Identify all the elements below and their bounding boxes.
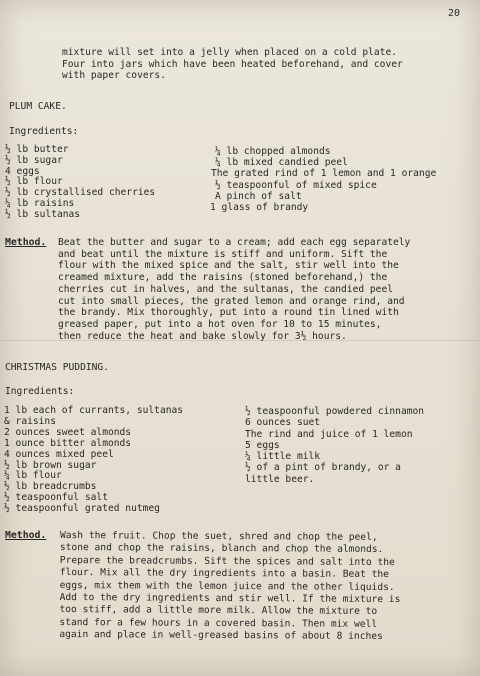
- christmas-pudding-title: CHRISTMAS PUDDING.: [5, 362, 109, 373]
- method-line: again and place in well-greased basins of about 8 inches: [59, 629, 383, 643]
- paper-fold-line: [0, 340, 480, 341]
- ingredient: ¼ lb raisins: [5, 197, 75, 209]
- method-line: creamed mixture, add the raisins (stoned beforehand,) the: [58, 272, 388, 284]
- christmas-pudding-ingredients-right: [245, 406, 424, 485]
- intro-text: [62, 47, 403, 82]
- plum-cake-ingredients-left: [5, 145, 155, 221]
- method-line: Add to the dry ingredients and stir well. If the mixture is: [59, 592, 401, 606]
- method-line: greased paper, put into a hot oven for 10 to 15 minutes,: [58, 318, 382, 330]
- method-line: flour with the mixed spice and the salt, stir well into the: [58, 260, 399, 272]
- ingredient: ½ lb breadcrumbs: [4, 481, 97, 493]
- method-line: cut into small pieces, the grated lemon and orange rind, and: [58, 295, 405, 307]
- ingredient: ¼ little milk: [245, 451, 321, 463]
- ingredient: ½ lb brown sugar: [4, 459, 97, 471]
- method-line: then reduce the heat and bake slowly for 3½ hours.: [58, 330, 347, 342]
- plum-cake-ingredients-right: [210, 146, 437, 214]
- method-line: and beat until the mixture is stiff and uniform. Sift the: [58, 248, 388, 260]
- ingredient: 2 ounces sweet almonds: [4, 426, 132, 438]
- intro-line: mixture will set into a jelly when placed on a cold plate.: [62, 47, 398, 58]
- method-line: flour. Mix all the dry ingredients into a basin. Beat the: [59, 567, 390, 581]
- ingredient: ½ lb butter: [5, 144, 69, 155]
- page-number: 20: [447, 8, 460, 19]
- method-line: cherries cut in halves, and the sultanas, the candied peel: [58, 283, 394, 295]
- plum-cake-ingredients-label: Ingredients:: [9, 126, 79, 137]
- ingredient: 1 lb each of currants, sultanas: [4, 405, 184, 416]
- ingredient: A pinch of salt: [215, 190, 302, 202]
- christmas-pudding-ingredients-left: [4, 406, 183, 515]
- ingredient: ½ lb crystallised cherries: [5, 187, 156, 199]
- ingredient: 4 eggs: [5, 165, 40, 177]
- ingredient: 4 ounces mixed peel: [4, 448, 114, 460]
- ingredient: ½ lb sultanas: [5, 208, 81, 220]
- method-line: stand for a few hours in a covered basin. Then mix well: [59, 616, 378, 630]
- christmas-pudding-method-text: [59, 530, 400, 644]
- ingredient: ¼ lb flour: [4, 470, 62, 482]
- ingredient: ¼ lb chopped almonds: [215, 146, 331, 157]
- plum-cake-title: PLUM CAKE.: [9, 101, 67, 112]
- method-line: Beat the butter and sugar to a cream; add each egg separately: [58, 237, 411, 248]
- christmas-pudding-method-label: Method.: [5, 530, 47, 541]
- ingredient: 6 ounces suet: [245, 417, 321, 429]
- ingredient: ½ lb flour: [5, 176, 63, 188]
- ingredient: The grated rind of 1 lemon and 1 orange: [211, 168, 437, 180]
- method-line: Wash the fruit. Chop the suet, shred and chop the peel,: [59, 530, 378, 543]
- ingredient: 1 glass of brandy: [210, 202, 309, 214]
- ingredient: 5 eggs: [245, 439, 280, 451]
- method-line: the brandy. Mix thoroughly, put into a round tin lined with: [58, 307, 399, 319]
- ingredient: ½ of a pint of brandy, or a: [245, 462, 401, 474]
- ingredient: ¼ lb mixed candied peel: [215, 157, 348, 169]
- ingredient: 1 ounce bitter almonds: [4, 437, 132, 449]
- ingredient: The rind and juice of 1 lemon: [245, 428, 413, 440]
- ingredient: ½ teaspoonful salt: [4, 492, 108, 504]
- ingredient: little beer.: [245, 473, 315, 485]
- plum-cake-method-text: [58, 237, 410, 342]
- ingredient: & raisins: [4, 415, 56, 427]
- method-line: eggs, mix them with the lemon juice and the other liquids.: [59, 579, 395, 593]
- intro-line: Four into jars which have been heated beforehand, and cover: [62, 58, 403, 70]
- ingredient: ½ lb sugar: [5, 154, 63, 166]
- intro-line: with paper covers.: [62, 70, 166, 82]
- ingredient: ½ teaspoonful of mixed spice: [215, 179, 377, 191]
- plum-cake-method-label: Method.: [5, 237, 47, 248]
- christmas-pudding-ingredients-label: Ingredients:: [5, 386, 75, 397]
- method-line: stone and chop the raisins, blanch and chop the almonds.: [59, 542, 384, 556]
- method-line: Prepare the breadcrumbs. Sift the spices and salt into the: [59, 554, 395, 568]
- ingredient: ½ teaspoonful grated nutmeg: [4, 503, 160, 515]
- method-line: too stiff, add a little more milk. Allow the mixture to: [59, 604, 378, 618]
- ingredient: ½ teaspoonful powdered cinnamon: [245, 406, 425, 417]
